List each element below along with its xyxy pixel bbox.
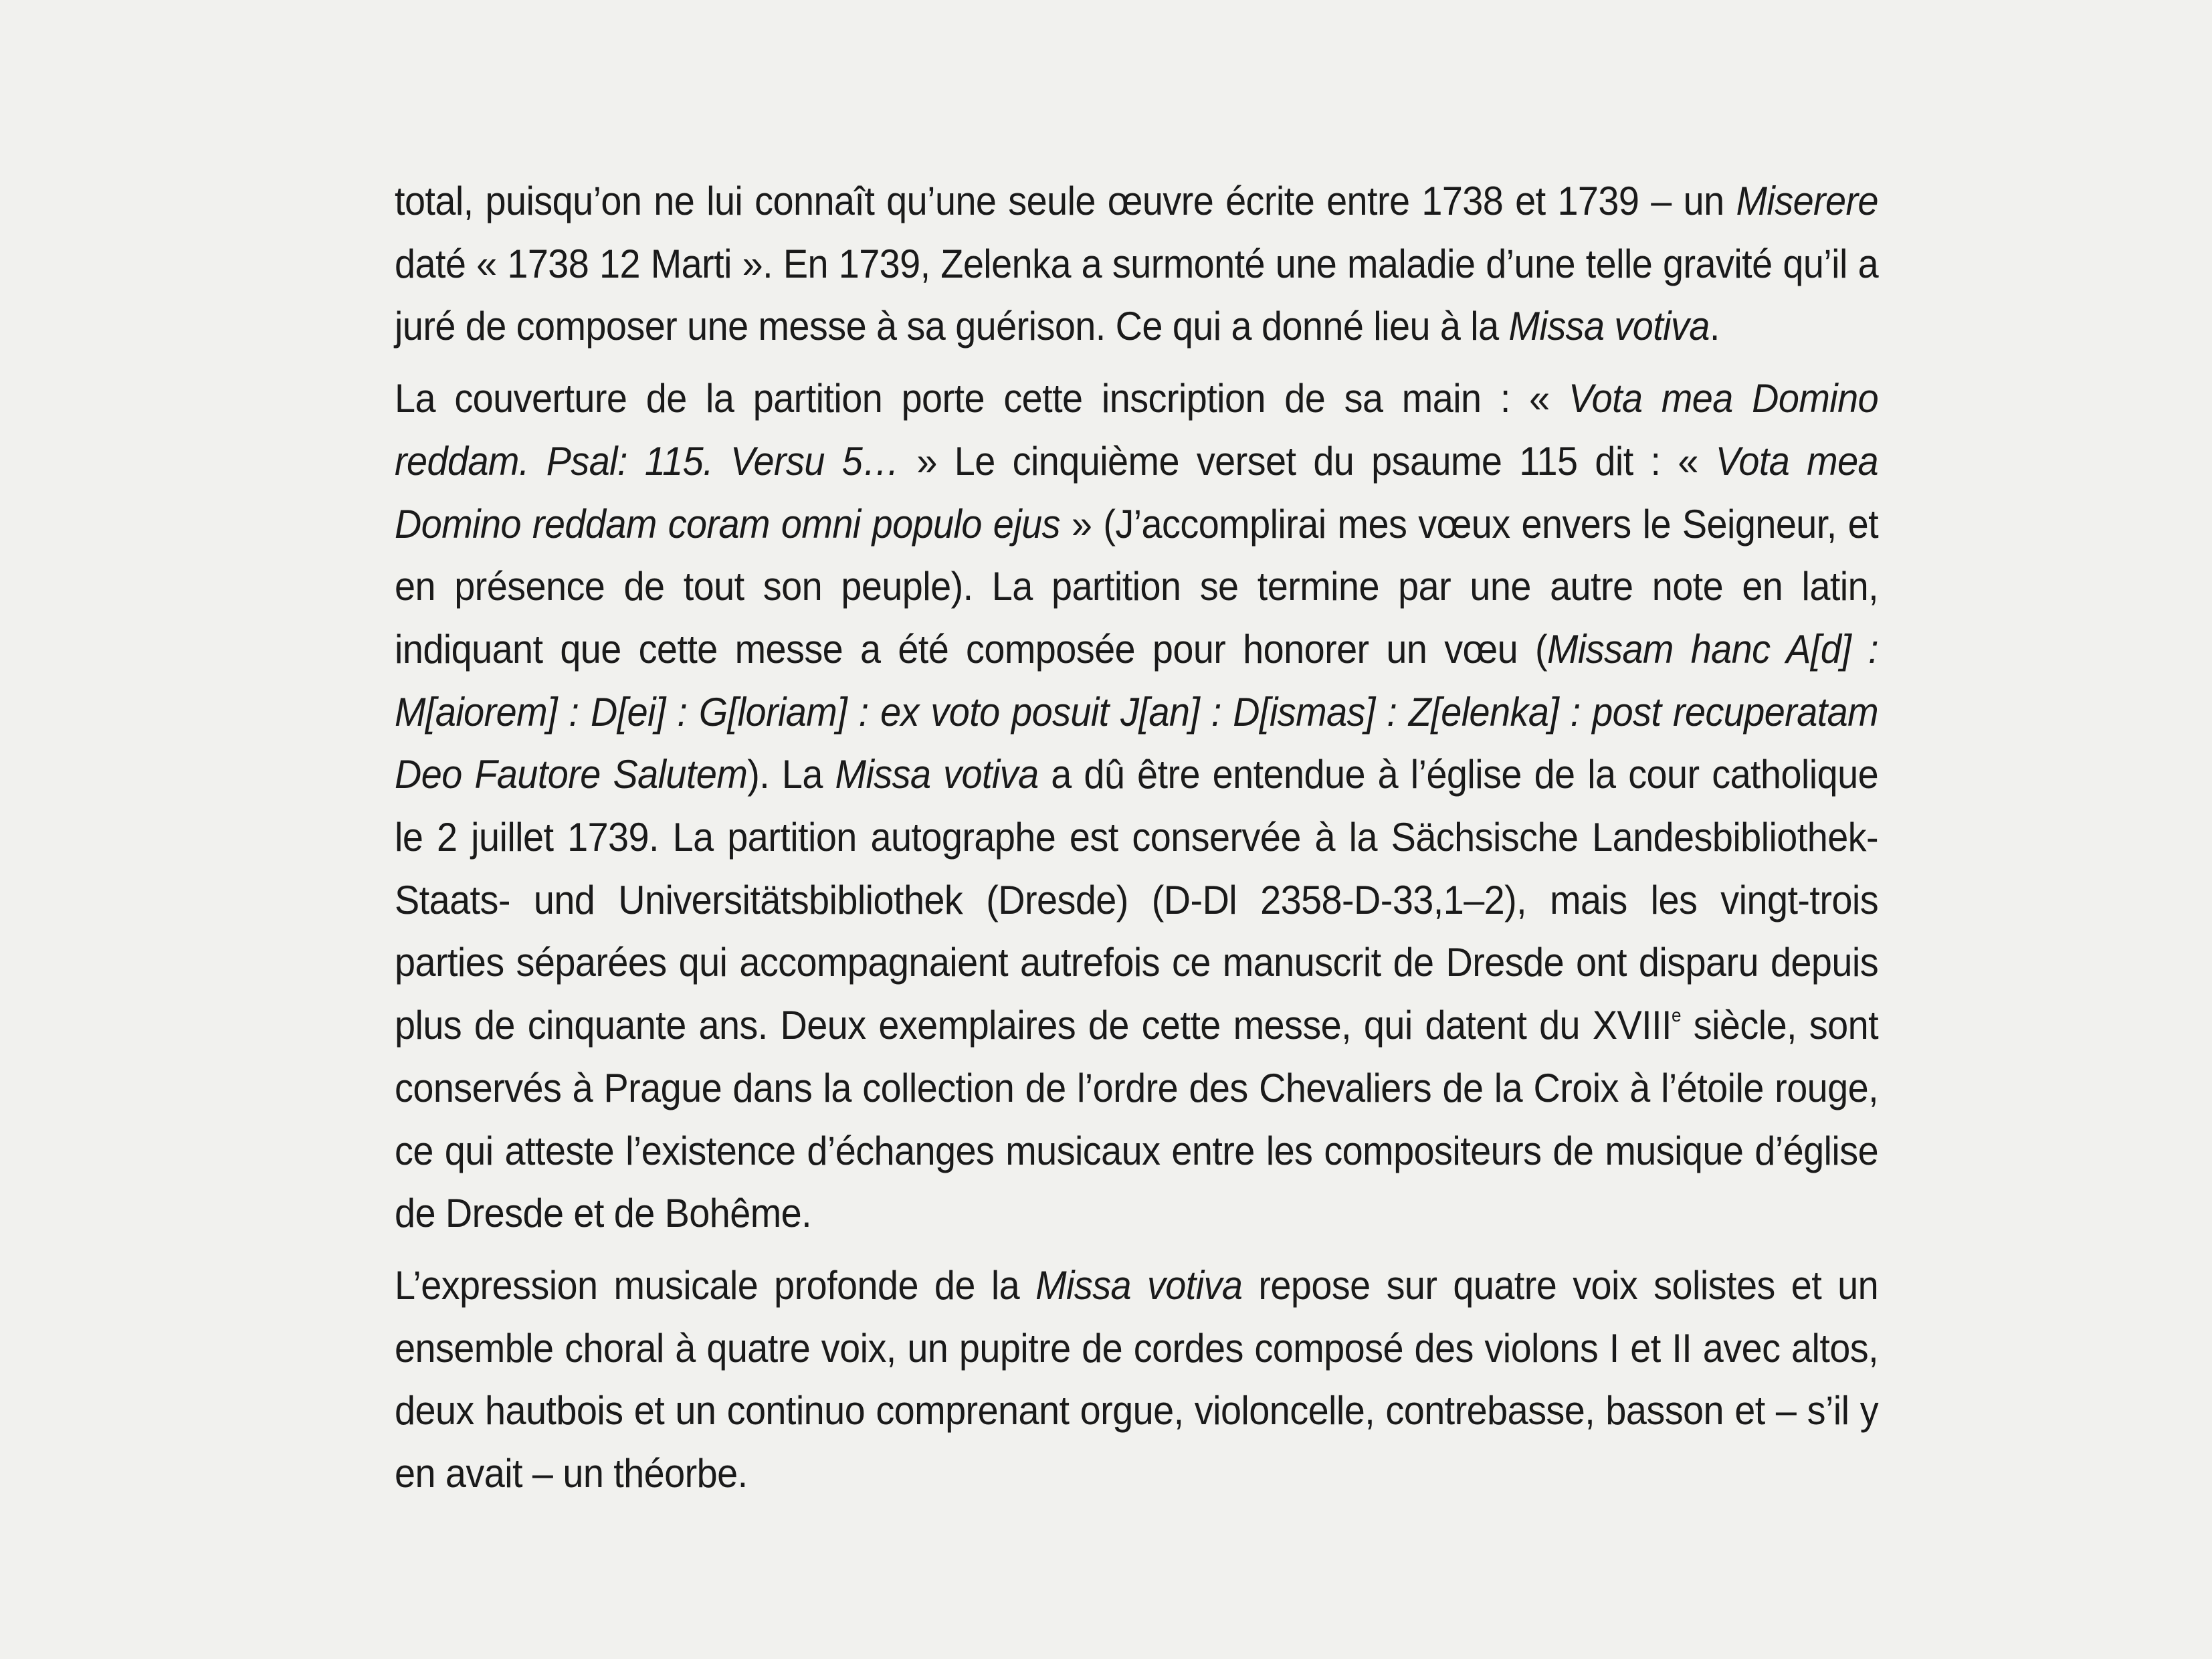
- italic-latin-psalm-verse: Vota mea Domino reddam coram omni populo ejus: [395, 438, 1879, 547]
- superscript-e: e: [1671, 1005, 1681, 1026]
- text-segment: ). La: [747, 752, 835, 797]
- paragraph-2: [395, 367, 1878, 1245]
- paragraph-1: [395, 170, 1878, 358]
- text-segment: L’expression musicale profonde de la: [395, 1262, 1036, 1308]
- text-segment: daté « 1738 12 Marti ». En 1739, Zelenka a surmonté une maladie d’une telle gravité qu’il a juré de composer une messe à sa guérison. Ce qui a donné lieu à la: [395, 241, 1879, 349]
- body-text: [395, 170, 1878, 1505]
- text-segment: repose sur quatre voix solistes et un ensemble choral à quatre voix, un pupitre de cordes composé des violons I et II avec altos, deux hautbois et un continuo comprenant orgue, violoncelle, contrebasse, basson et – s’il y en avait – un théorbe.: [395, 1262, 1879, 1496]
- italic-title-missa-votiva: Missa votiva: [835, 752, 1039, 797]
- italic-latin-inscription: Vota mea Domino reddam. Psal: 115. Versu 5…: [395, 376, 1879, 484]
- text-segment: a dû être entendue à l’église de la cour catholique le 2 juillet 1739. La partition autographe est conservée à la Sächsische Landesbibliothek- Staats- und Universitätsbibliothek (Dresde) (D-Dl 2358-D-33,1–2), mais les vingt-trois parties séparées qui accompagnaient autrefois ce manuscrit de Dresde ont disparu depuis plus de cinquante ans. Deux exemplaires de cette messe, qui datent du XVIII: [395, 752, 1879, 1048]
- italic-latin-dedication: Missam hanc A[d] : M[aiorem] : D[ei] : G[loriam] : ex voto posuit J[an] : D[ismas] : Z[elenka] : post recuperatam Deo Fautore Salutem: [395, 626, 1879, 797]
- text-segment: .: [1709, 304, 1720, 349]
- text-segment: » (J’accomplirai mes vœux envers le Seigneur, et en présence de tout son peuple). La partition se termine par une autre note en latin, indiquant que cette messe a été composée pour honorer un vœu (: [395, 501, 1879, 672]
- italic-title-miserere: Miserere: [1736, 179, 1879, 223]
- italic-title-missa-votiva: Missa votiva: [1035, 1262, 1243, 1308]
- text-segment: siècle, sont conservés à Prague dans la collection de l’ordre des Chevaliers de la Croix à l’étoile rouge, ce qui atteste l’existence d’échanges musicaux entre les compositeurs de musique d’église de Dresde et de Bohême.: [395, 1003, 1879, 1236]
- text-segment: » Le cinquième verset du psaume 115 dit : «: [899, 438, 1716, 484]
- paragraph-3: [395, 1254, 1878, 1505]
- text-segment: total, puisqu’on ne lui connaît qu’une seule œuvre écrite entre 1738 et 1739 – un: [395, 179, 1736, 223]
- italic-title-missa-votiva: Missa votiva: [1508, 304, 1710, 349]
- text-segment: La couverture de la partition porte cette inscription de sa main : «: [395, 376, 1569, 421]
